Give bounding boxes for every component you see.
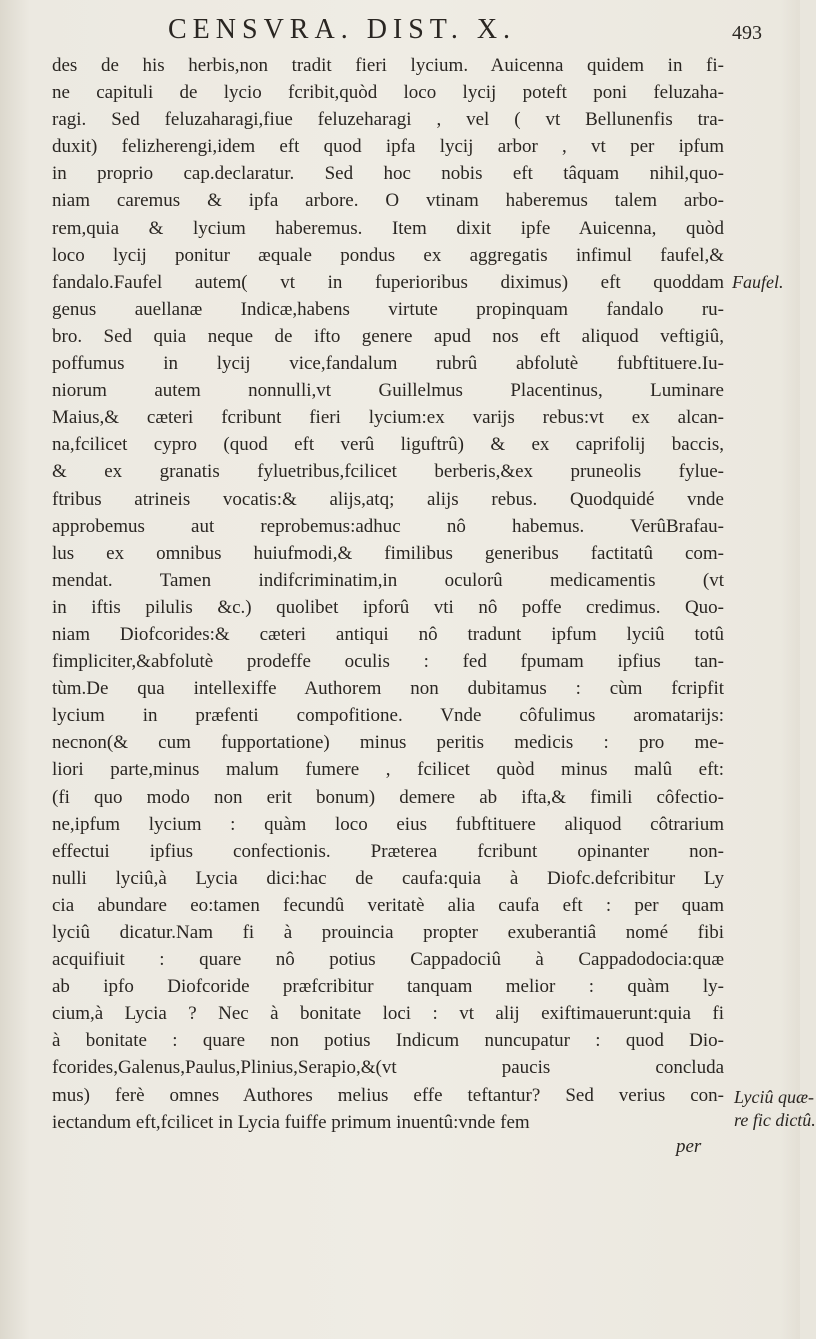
text-line: approbemus aut reprobemus:adhuc nô habemus. VerûBrafau-: [52, 515, 724, 537]
text-line: des de his herbis,non tradit fieri lycium. Auicenna quidem in fi-: [52, 55, 724, 76]
text-line: ftribus atrineis vocatis:& alijs,atq; alijs rebus. Quodquidé vnde: [52, 488, 724, 510]
margin-note-faufel: Faufel.: [732, 272, 784, 292]
text-line: nulli lyciû,à Lycia dici:hac de caufa:quia à Diofc.defcribitur Ly: [52, 867, 724, 889]
running-head: [0, 14, 800, 48]
text-line: necnon(& cum fupportatione) minus peritis medicis : pro me-: [52, 732, 724, 754]
text-line: ab ipfo Diofcoride præfcribitur tanquam melior : quàm ly-: [52, 976, 724, 998]
text-line: ne,ipfum lycium : quàm loco eius fubftituere aliquod côtrarium: [52, 813, 724, 835]
margin-note-lycium: Lyciû quæ-: [734, 1087, 814, 1107]
text-line: & ex granatis fyluetribus,fcilicet berberis,&ex pruneolis fylue-: [52, 461, 724, 483]
text-line: liori parte,minus malum fumere , fcilicet quòd minus malû eft:: [52, 759, 724, 781]
text-line: lyciû dicatur.Nam fi à prouincia propter exuberantiâ nomé fibi: [52, 922, 724, 943]
text-line: Maius,& cæteri fcribunt fieri lycium:ex varijs rebus:vt ex alcan-: [52, 407, 724, 429]
text-line: niam Diofcorides:& cæteri antiqui nô tradunt ipfum lyciû totû: [52, 623, 724, 645]
text-line: fandalo.Faufel autem( vt in fuperioribus diximus) eft quoddam: [52, 271, 724, 293]
text-line: iectandum eft,fcilicet in Lycia fuiffe primum inuentû:vnde fem: [52, 1111, 530, 1133]
text-line: fcorides,Galenus,Paulus,Plinius,Serapio,&(vt paucis concluda: [52, 1057, 724, 1079]
text-line: acquifiuit : quare nô potius Cappadociû à Cappadodocia:quæ: [52, 949, 724, 971]
page-number: 493: [732, 22, 762, 44]
text-line: fimpliciter,&abfolutè prodeffe oculis : fed fpumam ipfius tan-: [52, 651, 724, 673]
text-line: (fi quo modo non erit bonum) demere ab ifta,& fimili côfectio-: [52, 786, 724, 808]
text-line: ne capituli de lycio fcribit,quòd loco lycij poteft poni feluzaha-: [52, 82, 724, 104]
text-line: na,fcilicet cypro (quod eft verû liguftrû) & ex caprifolij baccis,: [52, 434, 724, 456]
text-line: niorum autem nonnulli,vt Guillelmus Placentinus, Luminare: [52, 380, 724, 402]
body-text: [52, 52, 724, 1136]
text-line: tùm.De qua intellexiffe Authorem non dubitamus : cùm fcripfit: [52, 678, 724, 700]
text-line: bro. Sed quia neque de ifto genere apud nos eft aliquod veftigiû,: [52, 325, 724, 347]
text-line: effectui ipfius confectionis. Præterea fcribunt opinanter non-: [52, 840, 724, 862]
running-title: CENSVRA. DIST. X.: [168, 14, 517, 45]
text-line: cia abundare eo:tamen fecundû veritatè alia caufa eft : per quam: [52, 894, 724, 916]
text-line: niam caremus & ipfa arbore. O vtinam haberemus talem arbo-: [52, 190, 724, 212]
text-line: in proprio cap.declaratur. Sed hoc nobis eft tâquam nihil,quo-: [52, 163, 724, 185]
catchword: per: [676, 1136, 702, 1157]
text-line: lus ex omnibus huiufmodi,& fimilibus generibus factitatû com-: [52, 542, 724, 564]
text-line: cium,à Lycia ? Nec à bonitate loci : vt alij exiftimauerunt:quia fi: [52, 1003, 724, 1025]
text-line: poffumus in lycij vice,fandalum rubrû abfolutè fubftituere.Iu-: [52, 353, 724, 375]
text-line: genus auellanæ Indicæ,habens virtute propinquam fandalo ru-: [52, 298, 724, 320]
text-line: mendat. Tamen indifcriminatim,in oculorû medicamentis (vt: [52, 569, 724, 591]
text-line: mus) ferè omnes Authores melius effe teftantur? Sed verius con-: [52, 1084, 724, 1106]
text-line: loco lycij ponitur æquale pondus ex aggregatis infimul faufel,&: [52, 244, 724, 266]
text-line: lycium in præfenti compofitione. Vnde côfulimus aromatarijs:: [52, 705, 724, 727]
text-line: rem,quia & lycium haberemus. Item dixit ipfe Auicenna, quòd: [52, 217, 724, 239]
margin-note-lycium-continued: re fic dictû.: [734, 1110, 816, 1130]
text-line: à bonitate : quare non potius Indicum nuncupatur : quod Dio-: [52, 1030, 724, 1052]
text-line: in iftis pilulis &c.) quolibet ipforû vti nô poffe credimus. Quo-: [52, 596, 724, 618]
text-line: ragi. Sed feluzaharagi,fiue feluzeharagi , vel ( vt Bellunenfis tra-: [52, 109, 724, 131]
text-line: duxit) felizherengi,idem eft quod ipfa lycij arbor , vt per ipfum: [52, 136, 724, 158]
